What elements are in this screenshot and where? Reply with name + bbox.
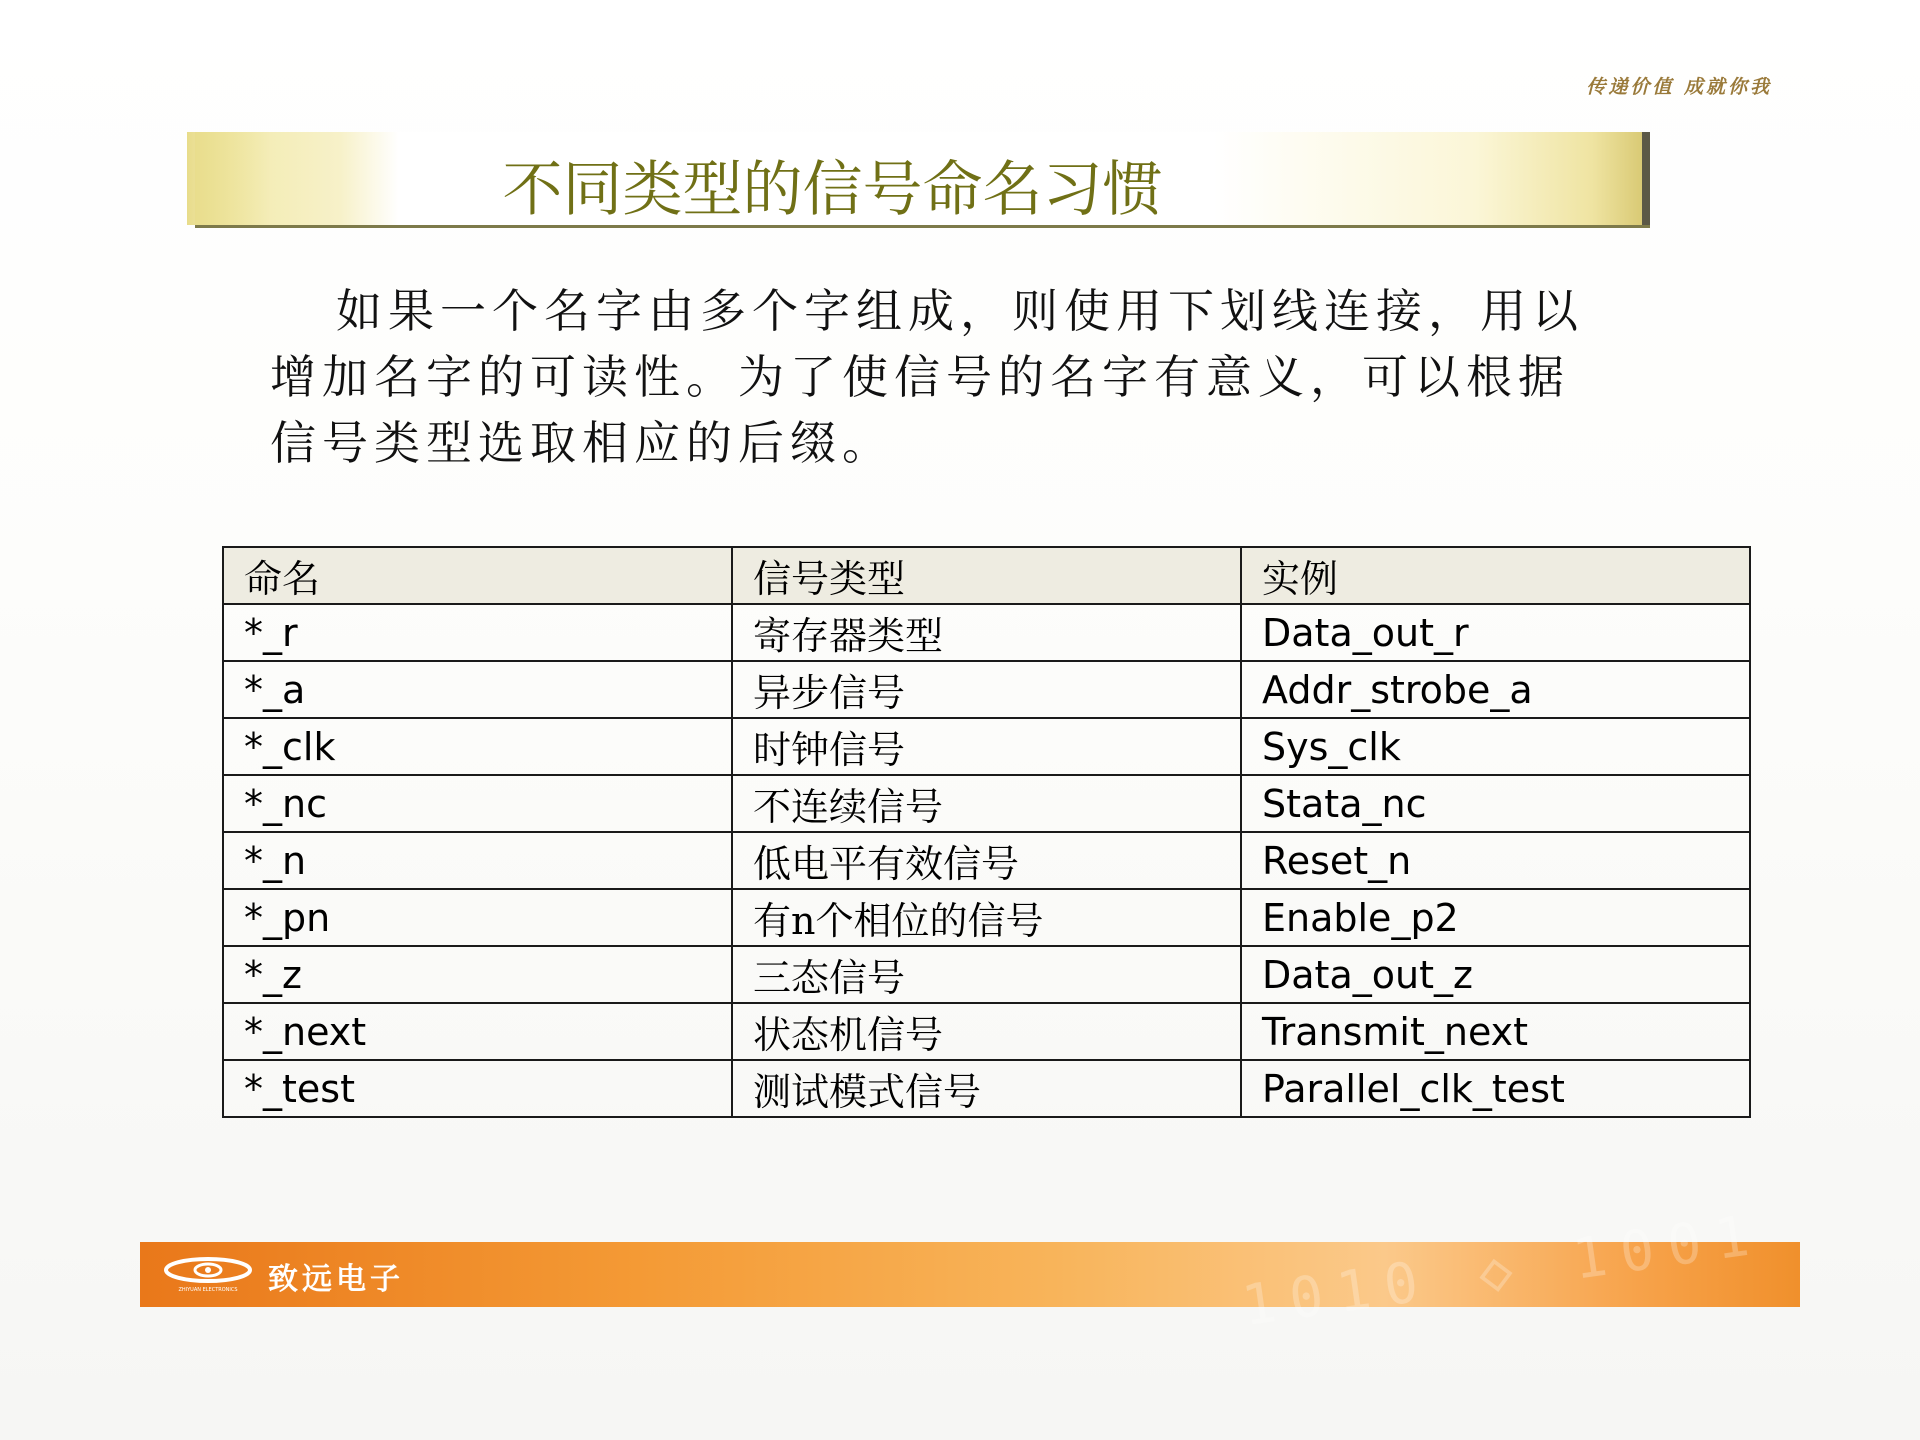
table-row: [223, 1003, 1750, 1060]
cell-name: *_a: [223, 661, 732, 718]
table-row: [223, 889, 1750, 946]
column-header-signal-type: 信号类型: [732, 547, 1241, 604]
naming-convention-table: [222, 546, 1751, 1118]
column-header-name: 命名: [223, 547, 732, 604]
cell-signal-type: 寄存器类型: [732, 604, 1241, 661]
cell-example: Addr_strobe_a: [1241, 661, 1750, 718]
cell-example: Data_out_z: [1241, 946, 1750, 1003]
cell-signal-type: 异步信号: [732, 661, 1241, 718]
cell-example: Data_out_r: [1241, 604, 1750, 661]
cell-example: Transmit_next: [1241, 1003, 1750, 1060]
slide-title: 不同类型的信号命名习惯: [502, 155, 1163, 225]
cell-signal-type: 不连续信号: [732, 775, 1241, 832]
table-row: [223, 604, 1750, 661]
column-header-example: 实例: [1241, 547, 1750, 604]
cell-example: Parallel_clk_test: [1241, 1060, 1750, 1117]
table-row: [223, 832, 1750, 889]
cell-name: *_clk: [223, 718, 732, 775]
table-header-row: [223, 547, 1750, 604]
table-row: [223, 1060, 1750, 1117]
zhiyuan-logo-icon: [162, 1254, 254, 1294]
table-row: [223, 661, 1750, 718]
logo-caption: ZHIYUAN ELECTRONICS: [178, 1287, 238, 1293]
cell-name: *_r: [223, 604, 732, 661]
cell-name: *_pn: [223, 889, 732, 946]
cell-signal-type: 三态信号: [732, 946, 1241, 1003]
footer-circuit-watermark: 1010 ◇ 1001: [1238, 1201, 1767, 1340]
table-row: [223, 718, 1750, 775]
company-name: 致远电子: [268, 1262, 404, 1297]
title-banner: [195, 132, 1650, 228]
cell-name: *_test: [223, 1060, 732, 1117]
cell-name: *_n: [223, 832, 732, 889]
cell-example: Sys_clk: [1241, 718, 1750, 775]
cell-name: *_nc: [223, 775, 732, 832]
cell-example: Reset_n: [1241, 832, 1750, 889]
table-row: [223, 775, 1750, 832]
cell-example: Stata_nc: [1241, 775, 1750, 832]
header-tagline: 传递价值 成就你我: [1586, 76, 1772, 98]
cell-name: *_z: [223, 946, 732, 1003]
body-paragraph: 如果一个名字由多个字组成，则使用下划线连接，用以增加名字的可读性。为了使信号的名字有意义，可以根据信号类型选取相应的后缀。: [270, 284, 1584, 470]
cell-signal-type: 测试模式信号: [732, 1060, 1241, 1117]
cell-signal-type: 低电平有效信号: [732, 832, 1241, 889]
cell-signal-type: 有n个相位的信号: [732, 889, 1241, 946]
cell-example: Enable_p2: [1241, 889, 1750, 946]
cell-signal-type: 时钟信号: [732, 718, 1241, 775]
cell-signal-type: 状态机信号: [732, 1003, 1241, 1060]
table-row: [223, 946, 1750, 1003]
footer-bar: [140, 1201, 1800, 1340]
cell-name: *_next: [223, 1003, 732, 1060]
